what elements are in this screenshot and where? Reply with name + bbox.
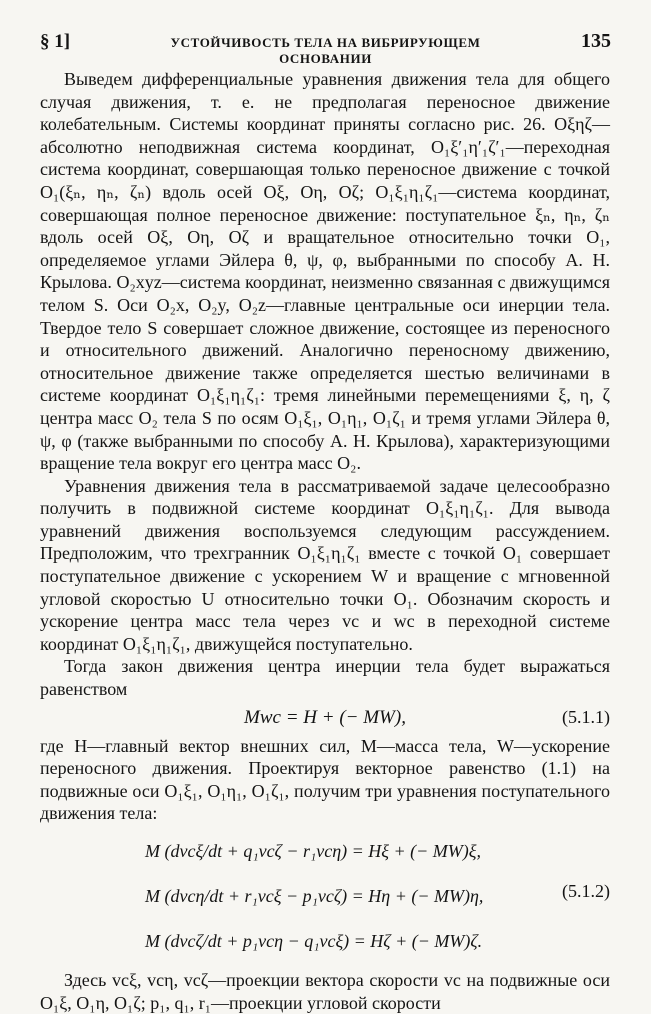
equation-system-5-1-2 (40, 829, 610, 965)
running-header (40, 30, 611, 66)
paragraph-1: Выведем дифференциальные уравнения движения тела для общего случая движения, т. е. не предполагая переносное движение колебательным. Системы координат приняты согласно рис. 26. Oξηζ—абсолютно неподвижная система координат, O₁ξ′₁η′₁ζ′₁—переходная система координат, совершающая только переносное движение с точкой O₁(ξₙ, ηₙ, ζₙ) вдоль осей Oξ, Oη, Oζ; O₁ξ₁η₁ζ₁—система координат, совершающая полное переносное движение: поступательное ξₙ, ηₙ, ζₙ вдоль осей Oξ, Oη, Oζ и вращательное относительно точки O₁, определяемое углами Эйлера θ, ψ, φ, выбранными по способу А. Н. Крылова. O₂xyz—система координат, неизменно связанная с движущимся телом S. Оси O₂x, O₂y, O₂z—главные центральные оси инерции тела. Твердое тело S совершает сложное движение, состоящее из переносного и относительного движений. Аналогично переносному движению, относительное движение также определяется шестью величинами в системе координат O₁ξ₁η₁ζ₁: тремя линейными перемещениями ξ, η, ζ центра масс O₂ тела S по осям O₁ξ₁, O₁η₁, O₁ζ₁ и тремя углами Эйлера θ, ψ, φ (также выбранными по способу А. Н. Крылова), характеризующими вращение тела вокруг его центра масс O₂. (40, 69, 610, 474)
paragraph-3: Тогда закон движения центра инерции тела будет выражаться равенством (40, 656, 610, 700)
paragraph-5: Здесь vcξ, vcη, vcζ—проекции вектора скорости vc на подвижные оси O₁ξ, O₁η, O₁ζ; p₁, q₁, r₁—проекции угловой скорости (40, 970, 610, 1013)
equation-5-1-1-number: (5.1.1) (562, 707, 610, 728)
page-body (40, 68, 610, 1014)
page-number: 135 (581, 30, 611, 52)
equation-line-xi: M (dvcξ/dt + q₁vcζ − r₁vcη) = Hξ + (− MW)ξ, (145, 841, 481, 861)
paragraph-4: где H—главный вектор внешних сил, M—масса тела, W—ускорение переносного движения. Проектируя векторное равенство (1.1) на подвижные оси O₁ξ₁, O₁η₁, O₁ζ₁, получим три уравнения поступательного движения тела: (40, 735, 610, 824)
paragraph-2: Уравнения движения тела в рассматриваемой задаче целесообразно получить в подвижной системе координат O₁ξ₁η₁ζ₁. Для вывода уравнений движения воспользуемся следующим рассуждением. Предположим, что трехгранник O₁ξ₁η₁ζ₁ вместе с точкой O₁ совершает поступательное движение с ускорением W и вращение с мгновенной угловой скоростью U относительно точки O₁. Обозначим скорость и ускорение центра масс тела через vc и wc в переходной системе координат O₁ξ₁η₁ζ₁, движущейся поступательно. (40, 475, 610, 654)
equation-line-eta: M (dvcη/dt + r₁vcξ − p₁vcζ) = Hη + (− MW)η, (145, 886, 484, 906)
running-title: УСТОЙЧИВОСТЬ ТЕЛА НА ВИБРИРУЮЩЕМ ОСНОВАНИИ (170, 35, 481, 66)
equation-5-1-1 (40, 701, 610, 735)
equation-line-zeta: M (dvcζ/dt + p₁vcη − q₁vcξ) = Hζ + (− MW)ζ. (145, 931, 483, 951)
section-mark: § 1] (40, 31, 71, 52)
equation-5-1-2-number: (5.1.2) (562, 881, 610, 901)
equation-5-1-1-body: Mwc = H + (− MW), (244, 706, 406, 728)
